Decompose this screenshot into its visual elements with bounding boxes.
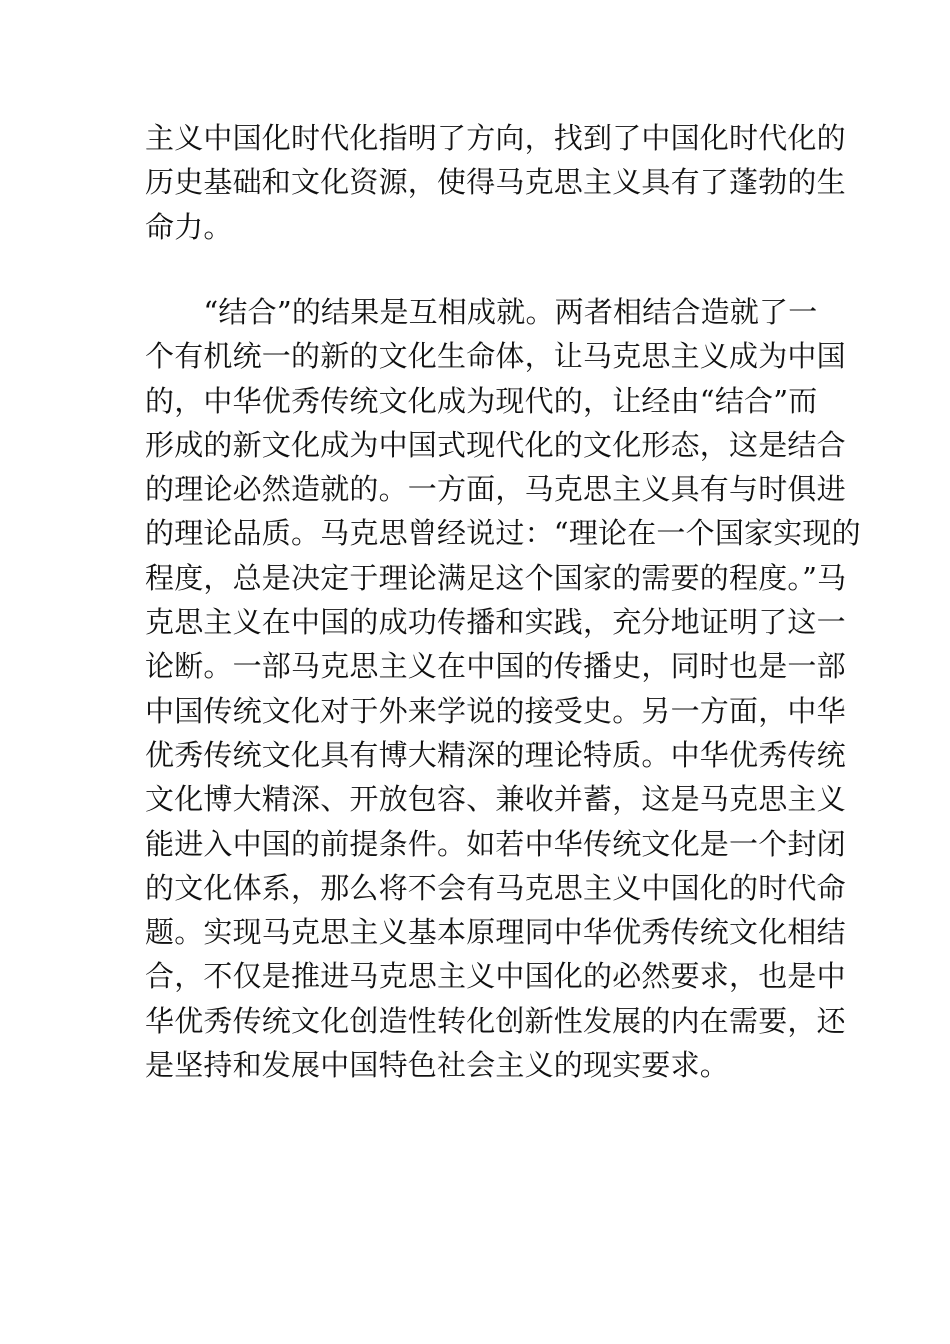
text-line: 克思主义在中国的成功传播和实践，充分地证明了这一 — [145, 605, 846, 640]
text-line: 历史基础和文化资源，使得马克思主义具有了蓬勃的生 — [145, 165, 846, 200]
text-line: 的，中华优秀传统文化成为现代的，让经由“结合”而 — [145, 383, 818, 418]
text-line: 论断。一部马克思主义在中国的传播史，同时也是一部 — [145, 649, 846, 684]
text-line: 个有机统一的新的文化生命体，让马克思主义成为中国 — [145, 339, 846, 374]
text-line: 华优秀传统文化创造性转化创新性发展的内在需要，还 — [145, 1003, 846, 1038]
text-line: 的文化体系，那么将不会有马克思主义中国化的时代命 — [145, 870, 846, 905]
text-line: 能进入中国的前提条件。如若中华传统文化是一个封闭 — [145, 826, 846, 861]
text-line: 题。实现马克思主义基本原理同中华优秀传统文化相结 — [145, 915, 846, 950]
text-line: 形成的新文化成为中国式现代化的文化形态，这是结合 — [145, 427, 846, 462]
text-line: 文化博大精深、开放包容、兼收并蓄，这是马克思主义 — [145, 782, 846, 817]
text-line: 是坚持和发展中国特色社会主义的现实要求。 — [145, 1048, 730, 1083]
text-line: “结合”的结果是互相成就。两者相结合造就了一 — [145, 295, 818, 329]
text-line: 中国传统文化对于外来学说的接受史。另一方面，中华 — [145, 693, 846, 728]
text-line: 主义中国化时代化指明了方向，找到了中国化时代化的 — [145, 121, 846, 155]
text-line: 优秀传统文化具有博大精深的理论特质。中华优秀传统 — [145, 737, 846, 772]
text-line: 合，不仅是推进马克思主义中国化的必然要求，也是中 — [145, 959, 846, 994]
text-line: 命力。 — [145, 209, 233, 244]
paragraph-1 — [145, 116, 846, 249]
paragraph-2 — [145, 290, 861, 1087]
text-line: 程度，总是决定于理论满足这个国家的需要的程度。”马 — [145, 560, 847, 595]
text-line: 的理论品质。马克思曾经说过：“理论在一个国家实现的 — [145, 516, 861, 551]
text-line: 的理论必然造就的。一方面，马克思主义具有与时俱进 — [145, 472, 846, 507]
